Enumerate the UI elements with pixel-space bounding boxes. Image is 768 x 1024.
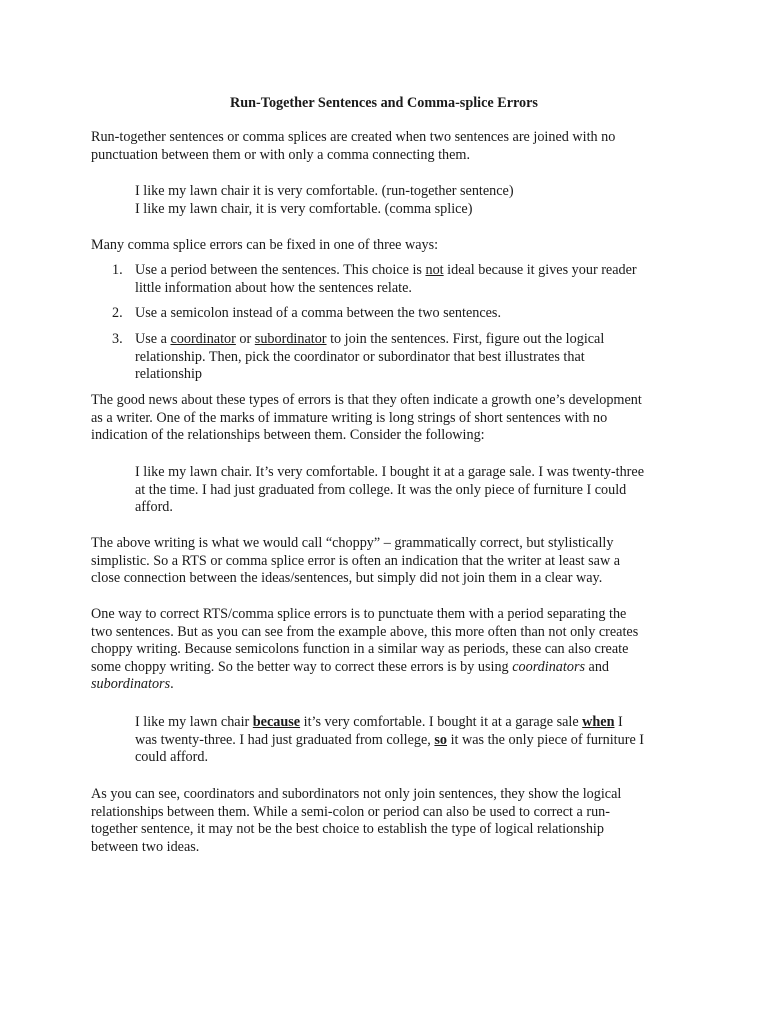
intro-line: punctuation between them or with only a comma connecting them.: [91, 146, 471, 163]
comma-splice-example: I like my lawn chair, it is very comfortable. (comma splice): [135, 200, 473, 217]
conclusion-paragraph: [91, 786, 691, 856]
improved-example: [135, 714, 695, 767]
text-run: relationship. Then, pick the coordinator or subordinator that best illustrates that: [135, 348, 585, 365]
fix-item-text: Use a semicolon instead of a comma between the two sentences.: [135, 305, 501, 321]
document-title: Run-Together Sentences and Comma-splice Errors: [230, 95, 538, 111]
fix-item-text: [135, 331, 700, 384]
paragraph-line: close connection between the ideas/sentences, but simply did not join them in a clear way.: [91, 570, 603, 587]
paragraph-line: The good news about these types of errors is that they often indicate a growth one’s development: [91, 392, 642, 408]
text-run: or: [235, 331, 255, 347]
text-run: Use a: [135, 331, 171, 347]
fix-intro: Many comma splice errors can be fixed in one of three ways:: [91, 237, 439, 253]
paragraph-line: simplistic. So a RTS or comma splice error is often an indication that the writer at least saw a: [91, 552, 621, 569]
text-run: could afford.: [135, 749, 209, 766]
paragraph-line: indication of the relationships between them. Consider the following:: [91, 427, 485, 444]
paragraph-line: One way to correct RTS/comma splice errors is to punctuate them with a period separating the: [91, 606, 627, 622]
bold-conjunction: when: [582, 714, 615, 730]
text-run: and: [584, 658, 610, 675]
bold-conjunction: because: [252, 714, 301, 730]
paragraph-line: The above writing is what we would call “choppy” – grammatically correct, but stylistically: [91, 535, 614, 551]
text-run: .: [170, 676, 174, 693]
underlined-word: coordinator: [170, 331, 236, 347]
paragraph-line: As you can see, coordinators and subordinators not only join sentences, they show the logical: [91, 786, 622, 802]
list-number: 3.: [112, 331, 123, 347]
paragraph-line: two sentences. But as you can see from the example above, this more often than not only creates: [91, 623, 639, 640]
paragraph-line: between two ideas.: [91, 838, 200, 855]
text-run: it was the only piece of furniture I: [447, 731, 645, 748]
text-run: was twenty-three. I had just graduated from college,: [135, 731, 435, 748]
list-number: 1.: [112, 262, 123, 278]
text-run: I: [614, 714, 623, 730]
bold-conjunction: so: [434, 731, 448, 748]
intro-paragraph: [91, 129, 691, 164]
italic-term: subordinators: [91, 676, 171, 693]
text-run: Use a period between the sentences. This choice is: [135, 262, 426, 278]
run-together-example: I like my lawn chair it is very comfortable. (run-together sentence): [135, 183, 514, 199]
paragraph-line: choppy writing. Because semicolons function in a similar way as periods, these can also create: [91, 641, 629, 658]
text-run: little information about how the sentences relate.: [135, 279, 412, 296]
text-run: some choppy writing. So the better way to correct these errors is by using: [91, 658, 513, 675]
paragraph-line: I like my lawn chair. It’s very comfortable. I bought it at a garage sale. I was twenty-three: [135, 464, 644, 480]
choppy-example: [135, 464, 695, 517]
good-news-paragraph: [91, 392, 691, 445]
choppy-explanation: [91, 535, 691, 588]
list-number: 2.: [112, 305, 123, 321]
text-run: ideal because it gives your reader: [443, 262, 637, 278]
underlined-word: not: [425, 262, 444, 278]
fix-item-text: [135, 262, 700, 297]
intro-line: Run-together sentences or comma splices are created when two sentences are joined with no: [91, 129, 616, 145]
paragraph-line: relationships between them. While a semi-colon or period can also be used to correct a run-: [91, 803, 610, 820]
italic-term: coordinators: [512, 658, 585, 675]
paragraph-line: together sentence, it may not be the best choice to establish the type of logical relationship: [91, 821, 604, 838]
error-examples: [135, 183, 695, 218]
correction-paragraph: [91, 606, 691, 694]
paragraph-line: at the time. I had just graduated from college. It was the only piece of furniture I could: [135, 481, 627, 498]
paragraph-line: afford.: [135, 499, 173, 516]
text-run: relationship: [135, 366, 202, 383]
underlined-word: subordinator: [254, 331, 327, 347]
text-run: I like my lawn chair: [135, 714, 253, 730]
text-run: it’s very comfortable. I bought it at a garage sale: [300, 714, 583, 730]
paragraph-line: as a writer. One of the marks of immature writing is long strings of short sentences with no: [91, 409, 608, 426]
text-run: to join the sentences. First, figure out the logical: [326, 331, 605, 347]
